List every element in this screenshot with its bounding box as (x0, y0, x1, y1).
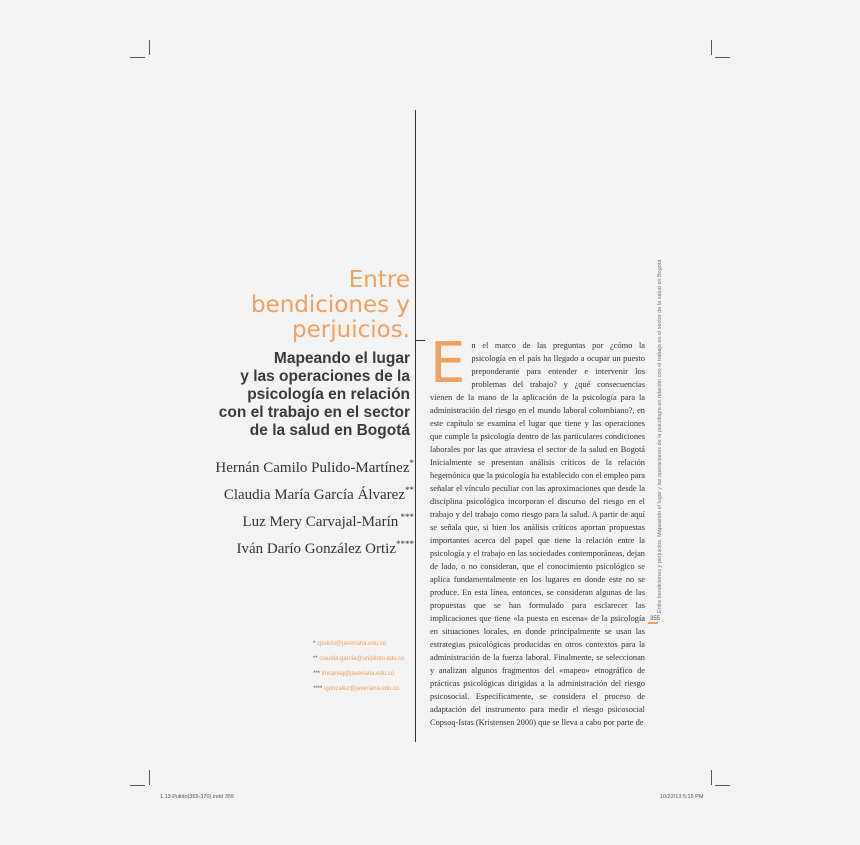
page-number: 355 (650, 616, 661, 622)
running-head (657, 243, 667, 613)
crop-mark (130, 785, 145, 786)
subtitle-line: y las operaciones de la (240, 368, 410, 385)
footnote-mark: * (313, 641, 316, 647)
footer-left: 1.13 Pulido(355-370).indd 355 (160, 794, 235, 800)
footnotes (313, 637, 405, 697)
column-rule (415, 110, 416, 742)
crop-mark (130, 57, 145, 58)
author (114, 533, 414, 560)
footnote (313, 667, 405, 682)
footnote-email: igonzalez@javeriana.edu.co (324, 686, 400, 692)
chapter-subtitle (170, 350, 410, 440)
crop-mark (715, 785, 730, 786)
footnote-email: lmcarvaj@javeriana.edu.co (321, 671, 395, 677)
author-mark: **** (396, 539, 414, 549)
page-number-bar (648, 622, 658, 624)
running-head-text: Entre bendiciones y perjuicios. Mapeando el lugar y las operaciones de la psicología en relación con el trabajo en el sector de la salud en Bogotá (657, 259, 663, 613)
title-line: perjuicios. (292, 317, 410, 343)
author (114, 479, 414, 506)
author-name: Claudia María García Álvarez (223, 487, 405, 503)
footnote-email: claudia.garcia@unipiloto.edu.co (319, 656, 405, 662)
footer-right: 10/22/13 5:15 PM (660, 794, 704, 800)
title-line: bendiciones y (250, 292, 410, 318)
subtitle-line: con el trabajo en el sector (218, 404, 410, 421)
author-name: Luz Mery Carvajal-Marín (242, 514, 399, 530)
crop-mark (149, 770, 150, 785)
footnote-email: cpulido@javeriana.edu.co (317, 641, 387, 647)
author (114, 506, 414, 533)
drop-cap: E (430, 331, 466, 396)
subtitle-line: psicología en relación (247, 386, 410, 403)
footnote (313, 682, 405, 697)
footnote (313, 637, 405, 652)
subtitle-line: de la salud en Bogotá (249, 422, 410, 439)
crop-mark (715, 57, 730, 58)
author-mark: * (409, 458, 414, 468)
author-mark: ** (405, 485, 414, 495)
author-name: Hernán Camilo Pulido-Martínez (215, 460, 410, 476)
footnote (313, 652, 405, 667)
crop-mark (711, 770, 712, 785)
body-paragraph: n el marco de las preguntas por ¿cómo la psicología en el país ha llegado a ocupar un puesto preponderante para entender e intervenir los problemas del trabajo? y ¿qué consecuencias vienen de la mano de la aplicación de la psicología para la administración del riesgo en el mundo laboral colombiano?, en este capítulo se examina el lugar que tiene y las operaciones que cumple la psicología dentro de las particulares condiciones laborales por las que atraviesa el sector de la salud en Bogotá Inicialmente se presentan análisis críticos de la relación hegemónica que la psicología ha establecido con el empleo para señalar el vínculo peculiar con las aproximaciones que desde la disciplina psicológica incorporan el discurso del riesgo en el trabajo y del trabajo como riesgo para la salud. A partir de aquí se señala que, si bien los análisis críticos aportan propuestas importantes acerca del papel que tiene la relación entre la psicología y el trabajo en las sociedades contemporáneas, dejan de lado, o no consideran, que el conocimiento psicológico se aplica fundamentalmente en los lugares en donde este no se produce. En esta línea, entonces, se consideran algunas de las propuestas que se han formulado para esclarecer las implicaciones que tiene «la puesta en escena» de la psicología en situaciones locales, en donde principalmente se usan las estrategias psicológicas producidas en otros contextos para la administración de la fuerza laboral. Finalmente, se seleccionan y analizan algunos fragmentos del «mapeo» etnográfico de prácticas psicológicas dirigidas a la administración del riesgo psicosocial. Específicamente, se considera el proceso de adaptación del instrumento para medir el riesgo psicosocial Copsoq-Istas (Kristensen 2000) que se lleva a cabo por parte de (430, 341, 645, 727)
footnote-mark: *** (313, 671, 321, 677)
chapter-title (170, 268, 410, 343)
author (114, 452, 414, 479)
body-text (430, 331, 645, 729)
author-name: Iván Darío González Ortiz (236, 541, 396, 557)
crop-mark (711, 40, 712, 55)
subtitle-line: Mapeando el lugar (273, 350, 410, 367)
author-mark: *** (398, 512, 414, 522)
footnote-mark: **** (313, 686, 323, 692)
footnote-mark: ** (313, 656, 318, 662)
crop-mark (149, 40, 150, 55)
title-line: Entre (348, 267, 410, 293)
author-list (114, 452, 414, 560)
column-rule-tick (415, 340, 425, 341)
